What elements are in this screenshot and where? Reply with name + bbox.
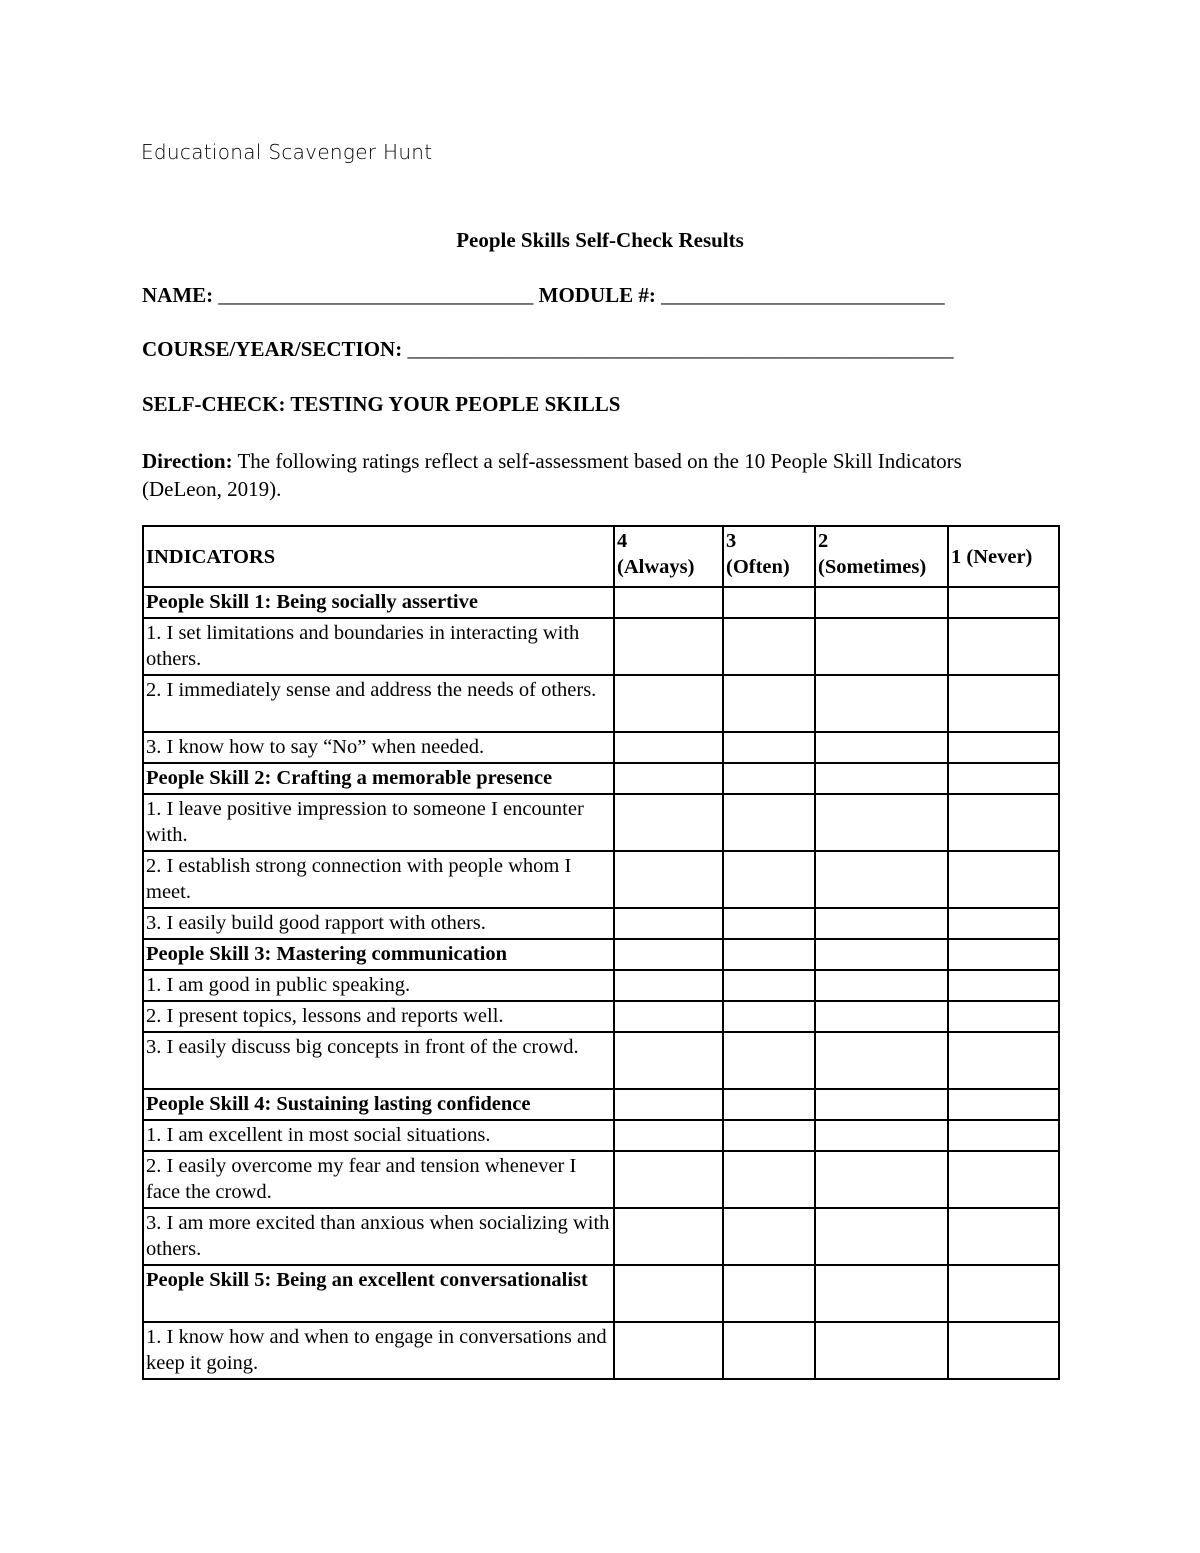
indicator-cell: 2. I immediately sense and address the needs of others. <box>143 675 614 732</box>
table-row <box>143 908 1059 939</box>
rating-cell-always[interactable] <box>614 1001 723 1032</box>
rating-cell-always[interactable] <box>614 1322 723 1379</box>
rating-cell-sometimes[interactable] <box>815 1322 948 1379</box>
indicator-cell: 1. I set limitations and boundaries in interacting with others. <box>143 618 614 675</box>
indicator-cell: 2. I present topics, lessons and reports well. <box>143 1001 614 1032</box>
rating-cell-often[interactable] <box>723 908 815 939</box>
direction-label: Direction: <box>142 449 233 473</box>
header-sometimes-label: (Sometimes) <box>818 556 927 578</box>
rating-cell-sometimes[interactable] <box>815 1032 948 1089</box>
indicator-cell: 3. I am more excited than anxious when socializing with others. <box>143 1208 614 1265</box>
indicator-cell: People Skill 3: Mastering communication <box>143 939 614 970</box>
rating-cell-sometimes[interactable] <box>815 794 948 851</box>
header-always <box>614 526 723 587</box>
rating-cell-never[interactable] <box>948 908 1059 939</box>
rating-cell-always[interactable] <box>614 763 723 794</box>
table-row <box>143 1120 1059 1151</box>
rating-cell-often[interactable] <box>723 1322 815 1379</box>
header-often <box>723 526 815 587</box>
rating-cell-sometimes[interactable] <box>815 732 948 763</box>
section-heading: SELF-CHECK: TESTING YOUR PEOPLE SKILLS <box>142 392 621 416</box>
table-row <box>143 1032 1059 1089</box>
rating-cell-sometimes[interactable] <box>815 618 948 675</box>
header-often-num: 3 <box>726 530 737 552</box>
rating-cell-sometimes[interactable] <box>815 1120 948 1151</box>
direction-paragraph <box>142 447 1022 503</box>
rating-cell-often[interactable] <box>723 618 815 675</box>
rating-cell-always[interactable] <box>614 908 723 939</box>
rating-cell-never[interactable] <box>948 1151 1059 1208</box>
indicator-cell: People Skill 1: Being socially assertive <box>143 587 614 618</box>
rating-cell-never[interactable] <box>948 1001 1059 1032</box>
skill-row <box>143 1265 1059 1322</box>
rating-cell-often[interactable] <box>723 1151 815 1208</box>
header-indicators: INDICATORS <box>143 526 614 587</box>
indicator-cell: 3. I easily build good rapport with others. <box>143 908 614 939</box>
indicator-cell: People Skill 4: Sustaining lasting confidence <box>143 1089 614 1120</box>
indicator-cell: 2. I easily overcome my fear and tension whenever I face the crowd. <box>143 1151 614 1208</box>
indicator-cell: 2. I establish strong connection with people whom I meet. <box>143 851 614 908</box>
rating-cell-always[interactable] <box>614 1032 723 1089</box>
rating-cell-often[interactable] <box>723 1001 815 1032</box>
table-row <box>143 970 1059 1001</box>
rating-cell-never[interactable] <box>948 970 1059 1001</box>
rating-cell-often[interactable] <box>723 732 815 763</box>
rating-cell-often[interactable] <box>723 939 815 970</box>
rating-cell-never[interactable] <box>948 1089 1059 1120</box>
header-always-num: 4 <box>617 530 628 552</box>
rating-cell-never[interactable] <box>948 1120 1059 1151</box>
name-module-line <box>142 283 945 308</box>
rating-cell-often[interactable] <box>723 1032 815 1089</box>
rating-cell-never[interactable] <box>948 1208 1059 1265</box>
rating-cell-never[interactable] <box>948 732 1059 763</box>
indicator-cell: People Skill 2: Crafting a memorable presence <box>143 763 614 794</box>
rating-cell-always[interactable] <box>614 618 723 675</box>
rating-cell-always[interactable] <box>614 939 723 970</box>
rating-cell-always[interactable] <box>614 851 723 908</box>
rating-cell-often[interactable] <box>723 675 815 732</box>
skill-row <box>143 1089 1059 1120</box>
rating-cell-often[interactable] <box>723 1208 815 1265</box>
rating-cell-sometimes[interactable] <box>815 1151 948 1208</box>
table-row <box>143 1322 1059 1379</box>
rating-cell-sometimes[interactable] <box>815 939 948 970</box>
course-line <box>142 337 953 362</box>
rating-cell-never[interactable] <box>948 618 1059 675</box>
indicator-cell: 1. I know how and when to engage in conversations and keep it going. <box>143 1322 614 1379</box>
table-row <box>143 732 1059 763</box>
header-sometimes-num: 2 <box>818 530 829 552</box>
rating-cell-always[interactable] <box>614 1089 723 1120</box>
rating-cell-sometimes[interactable] <box>815 851 948 908</box>
rating-cell-sometimes[interactable] <box>815 1001 948 1032</box>
rating-cell-always[interactable] <box>614 1120 723 1151</box>
table-row <box>143 794 1059 851</box>
rating-cell-often[interactable] <box>723 763 815 794</box>
rating-cell-never[interactable] <box>948 1322 1059 1379</box>
rating-cell-often[interactable] <box>723 794 815 851</box>
document-title: People Skills Self-Check Results <box>456 228 744 252</box>
indicator-cell: 1. I am excellent in most social situations. <box>143 1120 614 1151</box>
indicator-cell: 1. I leave positive impression to someone I encounter with. <box>143 794 614 851</box>
module-label: MODULE #: <box>538 283 656 307</box>
document-header: Educational Scavenger Hunt <box>141 140 433 164</box>
self-check-table <box>142 525 1060 1380</box>
module-field[interactable]: ___________________________ <box>661 283 945 307</box>
skill-row <box>143 587 1059 618</box>
rating-cell-always[interactable] <box>614 732 723 763</box>
rating-cell-sometimes[interactable] <box>815 970 948 1001</box>
rating-cell-often[interactable] <box>723 1089 815 1120</box>
rating-cell-sometimes[interactable] <box>815 908 948 939</box>
indicator-cell: 3. I know how to say “No” when needed. <box>143 732 614 763</box>
rating-cell-never[interactable] <box>948 675 1059 732</box>
rating-cell-always[interactable] <box>614 1151 723 1208</box>
name-label: NAME: <box>142 283 214 307</box>
indicator-cell: 3. I easily discuss big concepts in front of the crowd. <box>143 1032 614 1089</box>
table-row <box>143 851 1059 908</box>
rating-cell-sometimes[interactable] <box>815 587 948 618</box>
rating-cell-often[interactable] <box>723 1265 815 1322</box>
table-row <box>143 1151 1059 1208</box>
rating-cell-always[interactable] <box>614 587 723 618</box>
course-field[interactable]: ____________________________________________________ <box>407 337 954 361</box>
rating-cell-never[interactable] <box>948 1265 1059 1322</box>
name-field[interactable]: ______________________________ <box>218 283 534 307</box>
rating-cell-never[interactable] <box>948 1032 1059 1089</box>
rating-cell-always[interactable] <box>614 794 723 851</box>
rating-cell-sometimes[interactable] <box>815 1089 948 1120</box>
skill-row <box>143 763 1059 794</box>
table-row <box>143 1208 1059 1265</box>
rating-cell-sometimes[interactable] <box>815 1265 948 1322</box>
rating-cell-always[interactable] <box>614 1265 723 1322</box>
rating-cell-never[interactable] <box>948 587 1059 618</box>
header-sometimes <box>815 526 948 587</box>
rating-cell-sometimes[interactable] <box>815 675 948 732</box>
table-header-row <box>143 526 1059 587</box>
rating-cell-sometimes[interactable] <box>815 1208 948 1265</box>
rating-cell-always[interactable] <box>614 675 723 732</box>
skill-row <box>143 939 1059 970</box>
rating-cell-always[interactable] <box>614 970 723 1001</box>
course-label: COURSE/YEAR/SECTION: <box>142 337 403 361</box>
header-never: 1 (Never) <box>948 526 1059 587</box>
table-row <box>143 1001 1059 1032</box>
indicator-cell: 1. I am good in public speaking. <box>143 970 614 1001</box>
rating-cell-never[interactable] <box>948 939 1059 970</box>
table-row <box>143 675 1059 732</box>
rating-cell-often[interactable] <box>723 1120 815 1151</box>
header-often-label: (Often) <box>726 556 790 578</box>
rating-cell-often[interactable] <box>723 851 815 908</box>
rating-cell-always[interactable] <box>614 1208 723 1265</box>
table-row <box>143 618 1059 675</box>
rating-cell-never[interactable] <box>948 794 1059 851</box>
rating-cell-often[interactable] <box>723 970 815 1001</box>
rating-cell-sometimes[interactable] <box>815 763 948 794</box>
rating-cell-never[interactable] <box>948 851 1059 908</box>
rating-cell-never[interactable] <box>948 763 1059 794</box>
header-always-label: (Always) <box>617 556 695 578</box>
indicator-cell: People Skill 5: Being an excellent conversationalist <box>143 1265 614 1322</box>
rating-cell-often[interactable] <box>723 587 815 618</box>
direction-text: The following ratings reflect a self-assessment based on the 10 People Skill Indicators (DeLeon, 2019). <box>142 449 962 501</box>
